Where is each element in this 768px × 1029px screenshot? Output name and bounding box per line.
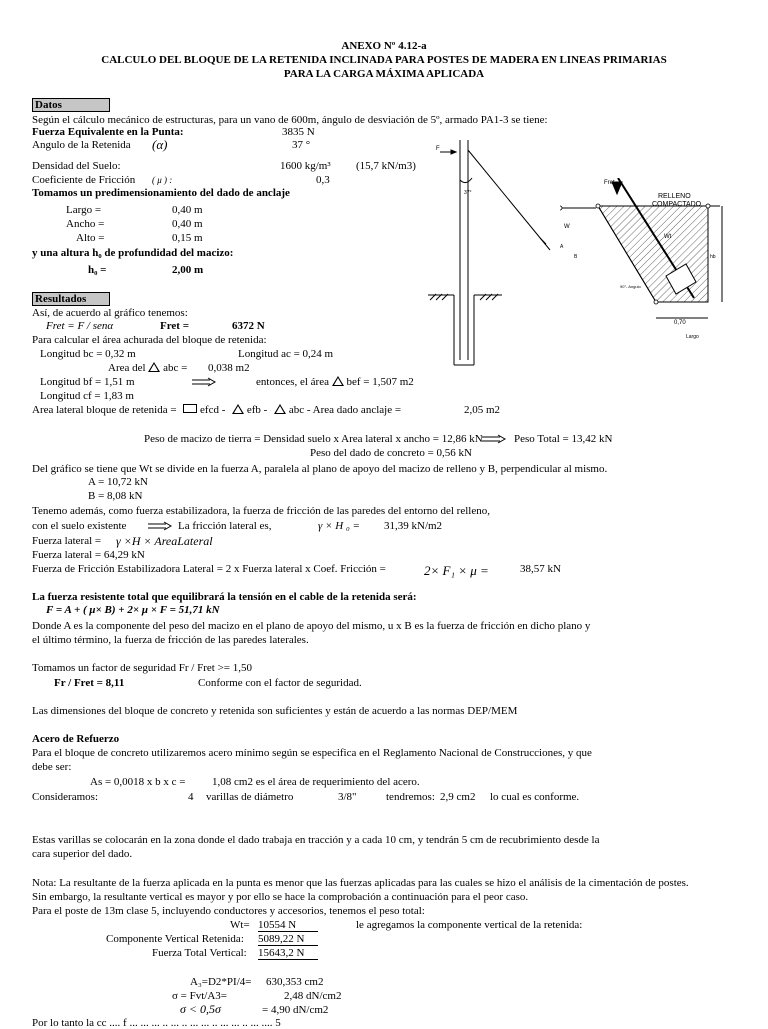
compactado-label: COMPACTADO xyxy=(652,201,702,208)
donde-line1: Donde A es la componente del peso del macizo en el plano de apoyo del mismo, u x B es la fuerza de fricción en dicho plano y xyxy=(32,620,591,632)
implies-arrow-icon xyxy=(482,434,506,444)
bf-then: entonces, el área xyxy=(256,376,329,388)
area-abc-row xyxy=(108,362,250,374)
angle-label: 37° xyxy=(464,190,472,196)
varillas-conforme: lo cual es conforme. xyxy=(490,791,580,803)
acero-p1a: Para el bloque de concreto utilizaremos acero mínimo según se especifica en el Reglamento Nacional de Construcciones, y que xyxy=(32,747,592,759)
fuerza-lateral-formula: γ ×H × AreaLateral xyxy=(116,534,213,548)
longitud-bf: Longitud bf = 1,51 m xyxy=(40,376,135,388)
lateral-label: Area lateral bloque de retenida = xyxy=(32,404,177,416)
varillas-count: 4 xyxy=(188,791,194,803)
force-label: F xyxy=(436,146,440,152)
fret-label: Fret = xyxy=(160,320,189,332)
friccion-estab-value: 38,57 kN xyxy=(520,563,561,575)
consideramos-label: Consideramos: xyxy=(32,791,98,803)
result-line3: Para calcular el área achurada del bloque de retenida: xyxy=(32,334,267,346)
triangle-icon xyxy=(148,362,160,372)
fret-value: 6372 N xyxy=(232,320,265,332)
sigma-value: 2,48 dN/cm2 xyxy=(284,990,342,1002)
conclusion-text: Por lo tanto la cc .... f ... ... ... .. ... .. ... ... .. ... ... .. ... .... 5 xyxy=(32,1017,281,1029)
densidad-label: Densidad del Suelo: xyxy=(32,160,121,172)
suelo-text: con el suelo existente xyxy=(32,520,127,532)
datos-intro: Según el cálculo mecánico de estructuras, para un vano de 600m, ángulo de desviación de 5º, armado PA1-3 se tiene: xyxy=(32,114,548,126)
altura-text: y una altura h₀ de profundidad del macizo: xyxy=(32,247,234,259)
b-label: B xyxy=(574,254,578,260)
lateral-efb: efb - xyxy=(246,404,268,416)
lateral-efcd: efcd - xyxy=(200,404,226,416)
implies-arrow-icon xyxy=(192,377,216,387)
alpha-symbol: (α) xyxy=(152,137,168,152)
longitud-bc: Longitud bc = 0,32 m xyxy=(40,348,136,360)
hb-dim-label: hb xyxy=(710,254,716,260)
densidad-alt: (15,7 kN/m3) xyxy=(356,160,416,172)
wt-label: Wt xyxy=(664,234,672,240)
suelo-value: 31,39 kN/m2 xyxy=(384,520,443,532)
dimensiones-text: Las dimensiones del bloque de concreto y retenida son suficientes y están de acuerdo a las normas DEP/MEM xyxy=(32,705,518,717)
acero-heading: Acero de Refuerzo xyxy=(32,733,120,745)
hb-value: 2,00 m xyxy=(172,264,204,276)
rectangle-icon xyxy=(183,404,197,413)
annex-number: ANEXO Nº 4.12-a xyxy=(341,40,427,52)
fret-label: Fret xyxy=(604,180,615,186)
resistente-title: La fuerza resistente total que equilibrará la tensión en el cable de la retenida será: xyxy=(32,591,417,603)
peso-macizo: Peso de macizo de tierra = Densidad suelo x Area lateral x ancho = 12,86 kN xyxy=(144,433,483,445)
wt-label: Wt= xyxy=(230,919,250,931)
sigma-compare: σ < 0,5σ xyxy=(180,1002,221,1016)
lateral-value: 2,05 m2 xyxy=(464,404,501,416)
fuerza-lateral-label: Fuerza lateral = xyxy=(32,535,102,547)
acero-p2b: cara superior del dado. xyxy=(32,848,133,860)
implies-arrow-icon xyxy=(148,521,172,531)
b-value: B = 8,08 kN xyxy=(88,490,143,502)
bf-area-row xyxy=(256,376,414,388)
as-value: 1,08 cm2 es el área de requerimiento del acero. xyxy=(212,776,420,788)
fuerza-total-value: 15643,2 N xyxy=(258,947,318,960)
page-title: CALCULO DEL BLOQUE DE LA RETENIDA INCLINADA PARA POSTES DE MADERA EN LINEAS PRIMARIAS xyxy=(101,54,667,66)
ancho-value: 0,40 m xyxy=(172,218,203,230)
hatched-fill xyxy=(598,206,708,302)
alto-value: 0,15 m xyxy=(172,232,203,244)
componente-vertical-value: 5089,22 N xyxy=(258,933,318,946)
fr-conforme: Conforme con el factor de seguridad. xyxy=(198,677,362,689)
dim-label: 0,70 xyxy=(674,320,686,326)
largo-label: Largo = xyxy=(66,204,102,216)
suelo-formula: γ × H ₀ = xyxy=(318,520,360,532)
friccion-estab-label: Fuerza de Fricción Estabilizadora Lateral = 2 x Fuerza lateral x Coef. Fricción = xyxy=(32,563,386,575)
block-diagram xyxy=(560,178,740,344)
componente-vertical-label: Componente Vertical Retenida: xyxy=(106,933,244,945)
largo-value: 0,40 m xyxy=(172,204,203,216)
relleno-label: RELLENO xyxy=(658,193,691,200)
friccion-value: 0,3 xyxy=(316,174,330,186)
lateral-abc: abc - Area dado anclaje = xyxy=(288,404,402,416)
wt-value: 10554 N xyxy=(258,919,318,932)
fuerza-label: Fuerza Equivalente en la Punta: xyxy=(32,126,184,138)
a-label: A xyxy=(560,244,564,250)
peso-total: Peso Total = 13,42 kN xyxy=(514,433,613,445)
acero-p2a: Estas varillas se colocarán en la zona donde el dado trabaja en tracción y a cada 10 cm, y tendrán 5 cm de recubrimiento desde la xyxy=(32,834,600,846)
peso-dado: Peso del dado de concreto = 0,56 kN xyxy=(310,447,472,459)
predim-heading: Tomamos un predimensionamiento del dado de anclaje xyxy=(32,187,290,199)
longitud-ac: Longitud ac = 0,24 m xyxy=(238,348,334,360)
fr-fret-label: Fr / Fret = 8,11 xyxy=(54,677,125,689)
a-value: A = 10,72 kN xyxy=(88,476,148,488)
donde-line2: el último término, la fuerza de fricción de las paredes laterales. xyxy=(32,634,309,646)
wt-text: Del gráfico se tiene que Wt se divide en la fuerza A, paralela al plano de apoyo del macizo de relleno y B, perpendicular al mismo. xyxy=(32,463,608,475)
nota-line1: Nota: La resultante de la fuerza aplicada en la punta es menor que las fuerzas aplicadas para las cuales se hizo el análisis de la cimentación de postes. xyxy=(32,877,689,889)
factor-text: Tomamos un factor de seguridad Fr / Fret >= 1,50 xyxy=(32,662,252,674)
varillas-area: 2,9 cm2 xyxy=(440,791,476,803)
section-resultados: Resultados xyxy=(32,292,110,306)
sigma-label: σ = Fvt/A3= xyxy=(172,990,228,1002)
angulo-value: 37 ° xyxy=(292,139,311,151)
tendremos-text: tendremos: xyxy=(386,791,435,803)
hb-label: h₀ = xyxy=(88,264,107,276)
varillas-diametro: 3/8" xyxy=(338,791,357,803)
friccion-estab-formula: 2× F₁ × μ = xyxy=(424,563,489,578)
alto-label: Alto = xyxy=(76,232,105,244)
bf-area: bef = 1,507 m2 xyxy=(346,376,414,388)
ancho-label: Ancho = xyxy=(66,218,105,230)
resistente-formula: F = A + ( μ× B) + 2× μ × F = 51,71 kN xyxy=(46,604,220,616)
suelo-friccion: La fricción lateral es, xyxy=(178,520,272,532)
mu-symbol: ( μ ) : xyxy=(152,175,173,185)
a3-label: A₃=D2*PI/4= xyxy=(190,976,252,988)
a3-value: 630,353 cm2 xyxy=(266,976,324,988)
friccion-label: Coeficiente de Fricción xyxy=(32,174,136,186)
section-datos: Datos xyxy=(32,98,110,112)
sigma-limit: = 4,90 dN/cm2 xyxy=(262,1004,329,1016)
guy-wire xyxy=(468,150,550,250)
area-lateral-row xyxy=(32,404,401,416)
area-abc-pre: Area del xyxy=(108,362,146,374)
wt-note: le agregamos la componente vertical de la retenida: xyxy=(356,919,583,931)
area-abc-post: abc = xyxy=(163,362,188,374)
triangle-icon xyxy=(332,376,344,386)
result-line1: Así, de acuerdo al gráfico tenemos: xyxy=(32,307,188,319)
acero-p1b: debe ser: xyxy=(32,761,72,773)
longitud-cf: Longitud cf = 1,83 m xyxy=(40,390,134,402)
fret-formula: Fret = F / senα xyxy=(46,320,114,332)
fuerza-total-label: Fuerza Total Vertical: xyxy=(152,947,247,959)
angulo-label: Angulo de la Retenida xyxy=(32,139,131,151)
densidad-value: 1600 kg/m³ xyxy=(280,160,331,172)
varillas-text: varillas de diámetro xyxy=(206,791,294,803)
pole-diagram xyxy=(420,140,560,380)
tenemos-text: Tenemo además, como fuerza estabilizadora, la fuerza de fricción de las paredes del entorno del relleno, xyxy=(32,505,490,517)
nota-line3: Para el poste de 13m clase 5, incluyendo conductores y accesorios, tenemos el peso total: xyxy=(32,905,425,917)
triangle-icon xyxy=(274,404,286,414)
nota-line2: Sin embargo, la resultante vertical es mayor y por ello se hace la comprobación a continuación para el peor caso. xyxy=(32,891,529,903)
w-label: W xyxy=(564,224,570,230)
angle-dim-label: 90°- Angulo xyxy=(620,284,641,289)
largo-dim-label: Largo xyxy=(686,334,699,340)
area-abc-value: 0,038 m2 xyxy=(208,362,250,374)
fuerza-value: 3835 N xyxy=(282,126,315,138)
page-subtitle: PARA LA CARGA MÁXIMA APLICADA xyxy=(283,68,485,80)
triangle-icon xyxy=(232,404,244,414)
as-formula: As = 0,0018 x b x c = xyxy=(90,776,186,788)
fuerza-lateral-value: Fuerza lateral = 64,29 kN xyxy=(32,549,145,561)
